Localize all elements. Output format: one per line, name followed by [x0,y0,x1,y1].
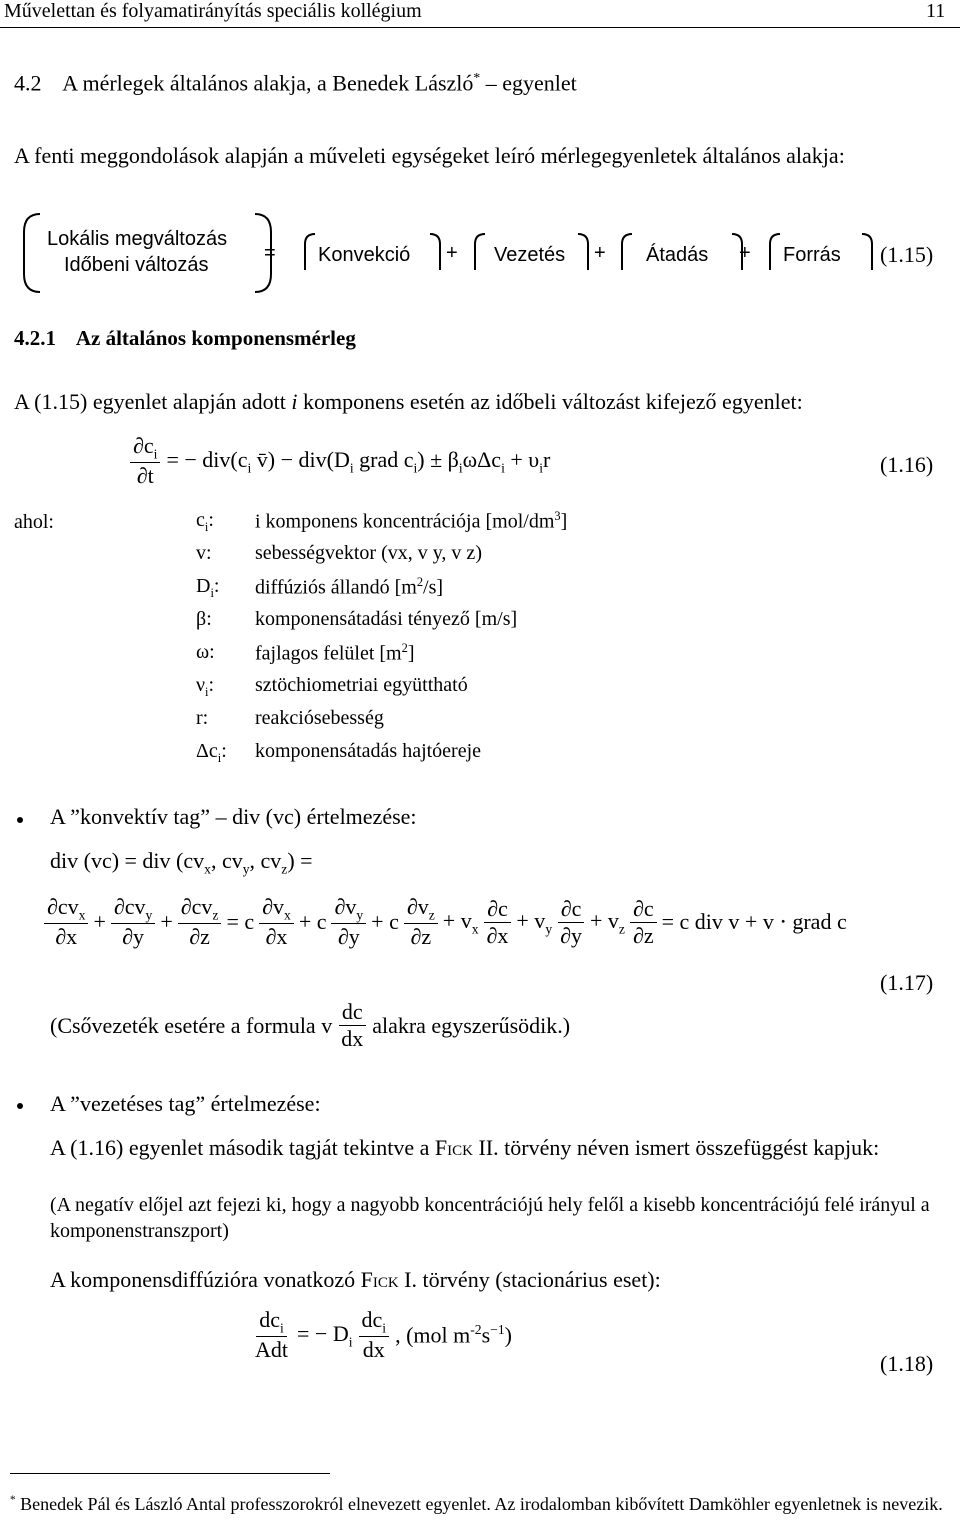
equals: = c [226,909,255,935]
running-header-title: Művelettan és folyamatirányítás speciális kollégium [4,0,422,22]
eq118-lden: Adt [255,1337,288,1363]
eq118-units [395,1322,512,1348]
eq117-rhs: = c div v + v ⋅ grad c [661,909,847,935]
para1-post: komponens esetén az időbeli változást kifejező egyenlet: [297,389,803,414]
definition-text: sebességvektor (vx, v y, v z) [255,542,482,564]
pipe-note-num: dc [339,1000,366,1026]
plus-2: + [594,242,606,264]
eq118-units-2: s [481,1322,491,1348]
eq116-sub-4: i [458,459,463,475]
para4-fick: Fick [360,1267,399,1292]
header-rule [0,27,960,28]
div-line-start: div (vc) = div (cv [50,848,205,873]
plus-1: + [446,242,458,264]
term-vezetes: Vezetés [494,244,566,266]
para2-post: II. törvény néven ismert összefüggést kapjuk: [472,1135,880,1160]
equation-number-115: (1.15) [880,242,934,267]
definition-text: diffúziós állandó $[m^2/s]$ [255,575,444,599]
bullet-dot-1 [17,817,23,823]
subsection-heading [14,326,356,351]
subsection-title: Az általános komponensmérleg [75,326,356,350]
definition-symbol: ω: [196,641,215,663]
eq118-rnum-sub: i [382,1320,387,1336]
term-forras: Forrás [783,244,841,266]
eq116-rhs-1: = − div(c [166,446,248,472]
eq118-left-fraction [252,1308,291,1363]
definition-symbol: v: [196,542,212,564]
frac-cvx-x: $\frac{\partial cv_x}{\partial x}$ [44,895,88,950]
plus: + [93,909,106,935]
definition-text: sztöchiometriai együttható [255,674,468,696]
equals-sign: = [264,242,276,264]
page-number: 11 [926,0,946,22]
bullet-dot-2 [17,1103,23,1109]
frac-vy-y: $\frac{\partial v_y}{\partial y}$ [331,895,366,950]
eq116-rhs-7: r [542,446,551,472]
section-heading [14,70,577,96]
equation-117 [44,895,847,950]
section-title-end: – egyenlet [485,70,577,96]
plus-c: + c [298,909,327,935]
footnote-text: Benedek Pál és László Antal professzorokról elnevezett egyenlet. Az irodalomban kibővített Damköhler egyenletnek is nevezik. [15,1494,943,1514]
footnote [10,1488,945,1516]
eq116-rhs-5: ωΔc [462,446,502,472]
definition-text: komponensátadási tényező [m/s] [255,608,518,630]
footnote-star: * [10,1494,16,1506]
eq118-lnum: dc [259,1307,280,1332]
pipe-note-post: alakra egyszerűsödik.) [372,1012,571,1038]
term-atadas: Átadás [646,244,709,266]
definition-symbol: $\nu_i$: [196,674,215,699]
eq118-lnum-sub: i [279,1320,284,1336]
eq116-sub-2: i [349,459,354,475]
eq116-fraction [130,434,160,489]
paragraph-4 [50,1267,661,1293]
section-number: 4.2 [14,70,42,96]
definition-text: i komponens koncentrációja $[mol/dm^3]$ [255,509,568,533]
intro-paragraph: A fenti meggondolások alapján a műveleti egységeket leíró mérlegegyenletek általános alakja: [14,143,845,168]
div-line: div (vc) = div ($cv_x$, $cv_y$, $cv_z$) = [50,848,313,877]
para4-post: I. törvény (stacionárius eset): [398,1267,661,1292]
equation-number-116: (1.16) [880,452,934,477]
div-line-end: ) = [287,848,313,873]
definition-symbol: r: [196,707,209,729]
eq118-rden: dx [362,1337,385,1363]
plus-vy: + $v_y$ [516,907,553,936]
definition-symbol: $\Delta c_i$: [196,740,227,765]
eq118-units-sup1: -2 [470,1322,482,1338]
footnote-rule [10,1473,330,1474]
eq116-sub-6: i [539,459,543,475]
eq116-rhs-4: ) ± β [417,446,459,472]
frac-c-z: $\frac{\partial c}{\partial z}$ [630,897,657,948]
eq116-rhs [166,447,550,476]
eq116-sub-1: i [247,459,252,475]
eq118-rnum: dc [361,1307,383,1332]
frac-c-y: $\frac{\partial c}{\partial y}$ [557,897,585,948]
pipe-note-den: dx [341,1026,364,1052]
frac-cvy-y: $\frac{\partial cv_y}{\partial y}$ [111,895,155,950]
definition-text: reakciósebesség [255,707,384,729]
eq118-units-1: , (mol m [395,1322,471,1348]
eq116-sub-5: i [501,459,505,475]
definition-symbol: $D_i$: [196,575,220,600]
plus: + [160,909,173,935]
bullet-2-text: A ”vezetéses tag” értelmezése: [50,1091,321,1116]
div-line-mid: , cv [210,848,243,873]
paragraph-3: (A negatív előjel azt fejezi ki, hogy a nagyobb koncentrációjú hely felől a kisebb koncentrációjú felé irányul a komponenstranszport) [50,1194,930,1242]
para4-pre: A komponensdiffúzióra vonatkozó [50,1267,361,1292]
pipe-note [50,1000,570,1051]
equation-number-117: (1.17) [880,970,934,995]
definition-symbol: β: [196,608,212,630]
plus-3: + [739,242,751,264]
eq116-rhs-2: v̄) − div(D [251,446,350,472]
term-konvekcio: Konvekció [318,244,411,266]
frac-vx-x: $\frac{\partial v_x}{\partial x}$ [259,895,294,950]
eq118-mid-sub: i [348,1333,353,1349]
para1-pre: A (1.15) egyenlet alapján adott [14,389,292,414]
plus-vx: + $v_x$ [442,907,479,936]
footnote-mark: * [473,70,481,85]
div-line-mid-2: , cv [249,848,282,873]
equation-118 [252,1308,512,1363]
definition-symbol: $c_i$: [196,509,214,534]
ahol-label: ahol: [14,511,54,533]
eq116-rhs-6: + υ [504,446,540,472]
plus-c: + c [371,909,399,935]
subsection-number: 4.2.1 [14,326,56,350]
equation-116 [130,434,550,489]
section-title: A mérlegek általános alakja, a Benedek László [62,70,474,96]
eq116-num-sub: i [153,446,158,462]
para2-pre: A (1.16) egyenlet második tagját tekintve a [50,1135,435,1160]
para2-fick: Fick [434,1135,473,1160]
bullet-1-text: A ”konvektív tag” – div (vc) értelmezése: [50,804,417,829]
eq116-sub-3: i [413,459,418,475]
para1-var: i [291,389,298,414]
lhs-line1: Lokális megváltozás [47,228,228,250]
definition-text: komponensátadás hajtóereje [255,740,482,762]
frac-cvz-z: $\frac{\partial cv_z}{\partial z}$ [178,895,222,950]
plus-vz: + $v_z$ [590,907,625,936]
equation-number-118: (1.18) [880,1351,934,1376]
eq116-num: ∂c [133,433,154,458]
eq118-units-sup2: −1 [490,1322,505,1338]
eq118-mid: = − D [297,1320,349,1346]
definition-text: fajlagos felület $[m^2]$ [255,641,415,665]
pipe-note-fraction [338,1000,366,1051]
eq116-rhs-3: grad c [353,446,414,472]
lhs-line2: Időbeni változás [64,254,209,276]
paragraph-2 [50,1134,945,1162]
frac-vz-z: $\frac{\partial v_z}{\partial z}$ [404,895,438,950]
frac-c-x: $\frac{\partial c}{\partial x}$ [484,897,512,948]
eq118-units-3: ) [504,1322,512,1348]
eq118-right-fraction [359,1308,390,1363]
pipe-note-pre: (Csővezeték esetére a formula v [50,1012,333,1038]
paragraph-1 [14,389,803,415]
eq116-den: ∂t [136,463,154,489]
